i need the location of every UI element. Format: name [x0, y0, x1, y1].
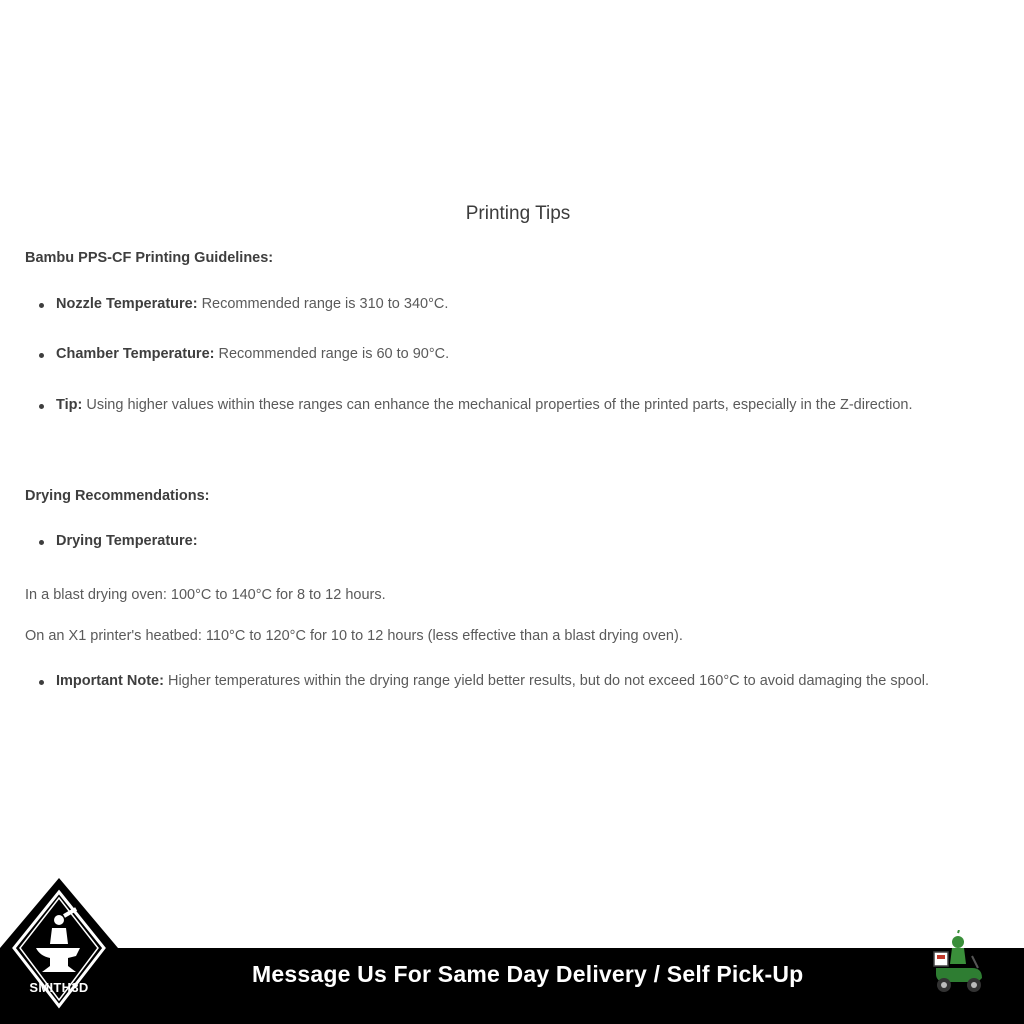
- paragraph-blast-oven: In a blast drying oven: 100°C to 140°C for 8 to 12 hours.: [25, 587, 386, 603]
- list-item-important-note: [56, 673, 929, 689]
- list-item-text: Recommended range is 310 to 340°C.: [197, 296, 449, 312]
- list-item-label: Nozzle Temperature:: [56, 296, 198, 312]
- list-item-label: Tip:: [56, 397, 83, 413]
- list-item-chamber-temperature: [56, 346, 449, 362]
- anvil-shield-icon: [0, 878, 118, 1024]
- logo-label: SMITH3D: [29, 980, 89, 995]
- list-item-text: Higher temperatures within the drying range yield better results, but do not exceed 160°C to avoid damaging the spool.: [163, 673, 930, 689]
- list-item-text: Using higher values within these ranges can enhance the mechanical properties of the printed parts, especially in the Z-direction.: [82, 397, 913, 413]
- list-item-label: Drying Temperature:: [56, 533, 198, 549]
- banner-text: Message Us For Same Day Delivery / Self Pick-Up: [252, 961, 804, 987]
- list-item-nozzle-temperature: [56, 296, 448, 312]
- list-item-tip: [56, 397, 913, 413]
- list-item-label: Chamber Temperature:: [56, 346, 215, 362]
- guidelines-heading: Bambu PPS-CF Printing Guidelines:: [25, 250, 274, 266]
- paragraph-heatbed: On an X1 printer's heatbed: 110°C to 120°C for 10 to 12 hours (less effective than a blast drying oven).: [25, 628, 683, 644]
- list-item-text: Recommended range is 60 to 90°C.: [214, 346, 450, 362]
- list-item-label: Important Note:: [56, 673, 164, 689]
- page-title: Printing Tips: [465, 203, 571, 224]
- delivery-scooter-icon: [928, 930, 988, 994]
- drying-heading: Drying Recommendations:: [25, 488, 210, 504]
- list-item-drying-temperature: [56, 533, 198, 549]
